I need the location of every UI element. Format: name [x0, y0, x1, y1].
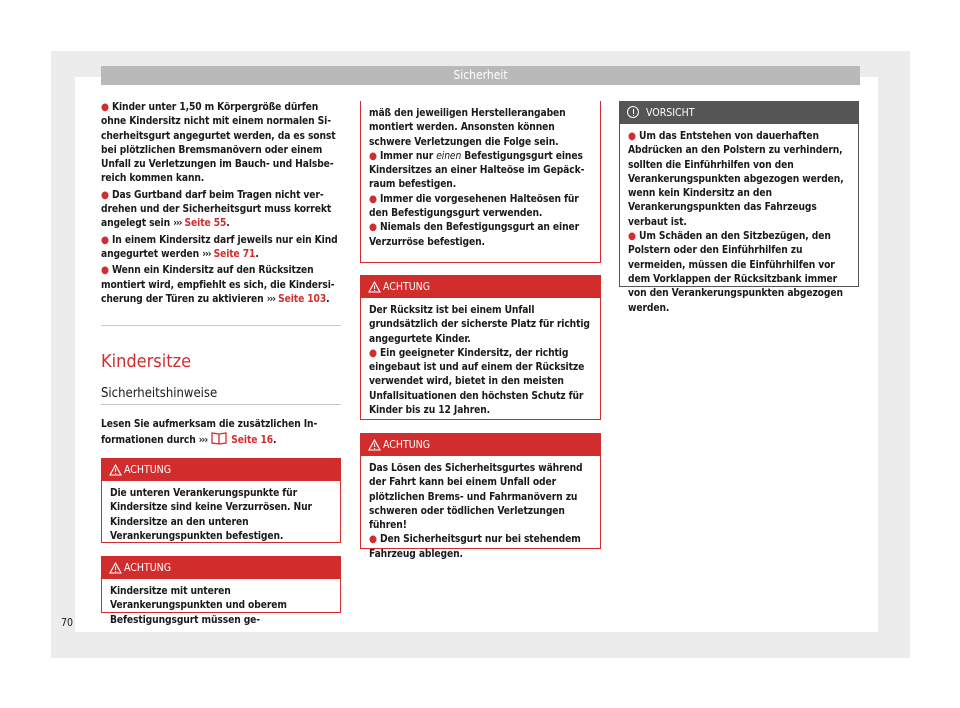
warning-text: Kindersitze mit unteren Verankerungspunkten und oberem Befestigungsgurt müssen ge- — [110, 586, 287, 626]
warning-icon — [109, 464, 122, 476]
list-item: ● Den Sicherheitsgurt nur bei stehendem Fahrzeug ablegen. — [369, 534, 581, 560]
warning-text: mäß den jeweiligen Herstellerangaben montiert werden. Ansonsten können schwere Verletzungen die Folge sein. — [369, 108, 566, 148]
arrow-icon: ››› — [266, 293, 276, 305]
book-icon — [210, 432, 228, 445]
warning-box — [101, 458, 341, 543]
warning-box-continued — [360, 101, 601, 263]
warning-text: Die unteren Verankerungspunkte für Kindersitze sind keine Verzurrösen. Nur Kindersitze an den unteren Verankerungspunkten befestigen. — [110, 488, 312, 542]
arrow-icon: ››› — [198, 435, 208, 447]
bullet-icon: ● — [369, 150, 377, 162]
list-item: ● Um das Entstehen von dauerhaften Abdrücken an den Polstern zu verhindern, sollten die Einführhilfen von den Verankerungspunkten abgezogen werden, wenn kein Kindersitz an den Verankerungspunkten das Fahrzeugs verbaut ist. — [628, 131, 844, 228]
bullet-icon: ● — [628, 231, 636, 243]
warning-icon — [109, 562, 122, 574]
bullet-icon: ● — [628, 131, 636, 142]
section-title: Kindersitze — [101, 351, 192, 372]
warning-icon — [368, 281, 381, 293]
warning-box — [101, 556, 341, 626]
bullet-icon: ● — [369, 193, 377, 205]
warning-icon — [368, 439, 381, 451]
caution-box — [619, 101, 859, 314]
warning-header: ACHTUNG — [361, 434, 600, 456]
list-item: ● Das Gurtband darf beim Tragen nicht verdrehen und der Sicherheitsgurt muss korrekt angelegt sein ››› Seite 55. — [101, 189, 332, 230]
bullet-icon: ● — [101, 265, 109, 277]
intro-paragraph: Lesen Sie aufmerksam die zusätzlichen Informationen durch ››› Seite 16. — [101, 419, 318, 447]
list-item: ● Immer nur einen Befestigungsgurt eines Kindersitzes an einer Halteöse im Gepäckraum befestigen. — [369, 150, 585, 191]
warning-header: ACHTUNG — [361, 276, 600, 298]
warning-text: Das Lösen des Sicherheitsgurtes während der Fahrt kann bei einem Unfall oder plötzlichen Brems- und Fahrmanövern zu schweren oder tödlichen Verletzungen führen! — [369, 463, 583, 532]
list-item: ● In einem Kindersitz darf jeweils nur ein Kind angegurtet werden ››› Seite 71. — [101, 234, 338, 260]
bullet-icon: ● — [369, 222, 377, 234]
list-item: ● Immer die vorgesehenen Halteösen für den Befestigungsgurt verwenden. — [369, 193, 579, 220]
arrow-icon: ››› — [173, 218, 182, 230]
page-header: Sicherheit — [101, 66, 860, 85]
bullet-icon: ● — [101, 102, 109, 113]
bullet-icon: ● — [101, 189, 109, 201]
page-link[interactable]: Seite 16 — [231, 435, 273, 447]
warning-box — [360, 275, 601, 420]
bullet-icon: ● — [369, 534, 377, 546]
page-link[interactable]: Seite 103 — [278, 293, 327, 305]
list-item: ● Ein geeigneter Kindersitz, der richtig eingebaut ist und auf einem der Rücksitze verwendet wird, bietet in den meisten Unfallsituationen den höchsten Schutz für Kinder bis zu 12 Jahren. — [369, 347, 585, 417]
warning-box — [360, 433, 601, 560]
caution-header: VORSICHT — [620, 102, 858, 124]
page-number: 70 — [61, 617, 74, 629]
info-icon — [627, 106, 639, 118]
warning-header: ACHTUNG — [102, 459, 340, 481]
bullet-icon: ● — [369, 347, 377, 359]
bullet-icon: ● — [101, 234, 109, 246]
divider — [101, 404, 341, 405]
section-subtitle: Sicherheitshinweise — [101, 386, 218, 401]
page-link[interactable]: Seite 71 — [213, 248, 256, 260]
arrow-icon: ››› — [202, 248, 211, 260]
warning-header: ACHTUNG — [102, 557, 340, 579]
list-item: ● Um Schäden an den Sitzbezügen, den Polstern oder den Einführhilfen zu vermeiden, müssen die Einführhilfen vor dem Vorklappen der Rücksitzbank immer von den Verankerungspunkten abgezogen werden. — [628, 231, 843, 314]
list-item: ● Kinder unter 1,50 m Körpergröße dürfen ohne Kindersitz nicht mit einem normalen Sicherheitsgurt angegurtet werden, da es sonst bei plötzlichen Bremsmanövern oder einem Unfall zu Verletzungen im Bauch- und Halsbereich kommen kann. — [101, 102, 336, 185]
list-item: ● Wenn ein Kindersitz auf den Rücksitzen montiert wird, empfiehlt es sich, die Kindersicherung der Türen zu aktivieren ››› Seite 103. — [101, 265, 335, 305]
page-link[interactable]: Seite 55 — [184, 218, 227, 230]
list-item: ● Niemals den Befestigungsgurt an einer Verzurröse befestigen. — [369, 222, 580, 248]
warning-text: Der Rücksitz ist bei einem Unfall grundsätzlich der sicherste Platz für richtig angegurtete Kinder. — [369, 305, 590, 345]
divider — [101, 325, 341, 326]
column-1-text — [101, 101, 341, 309]
